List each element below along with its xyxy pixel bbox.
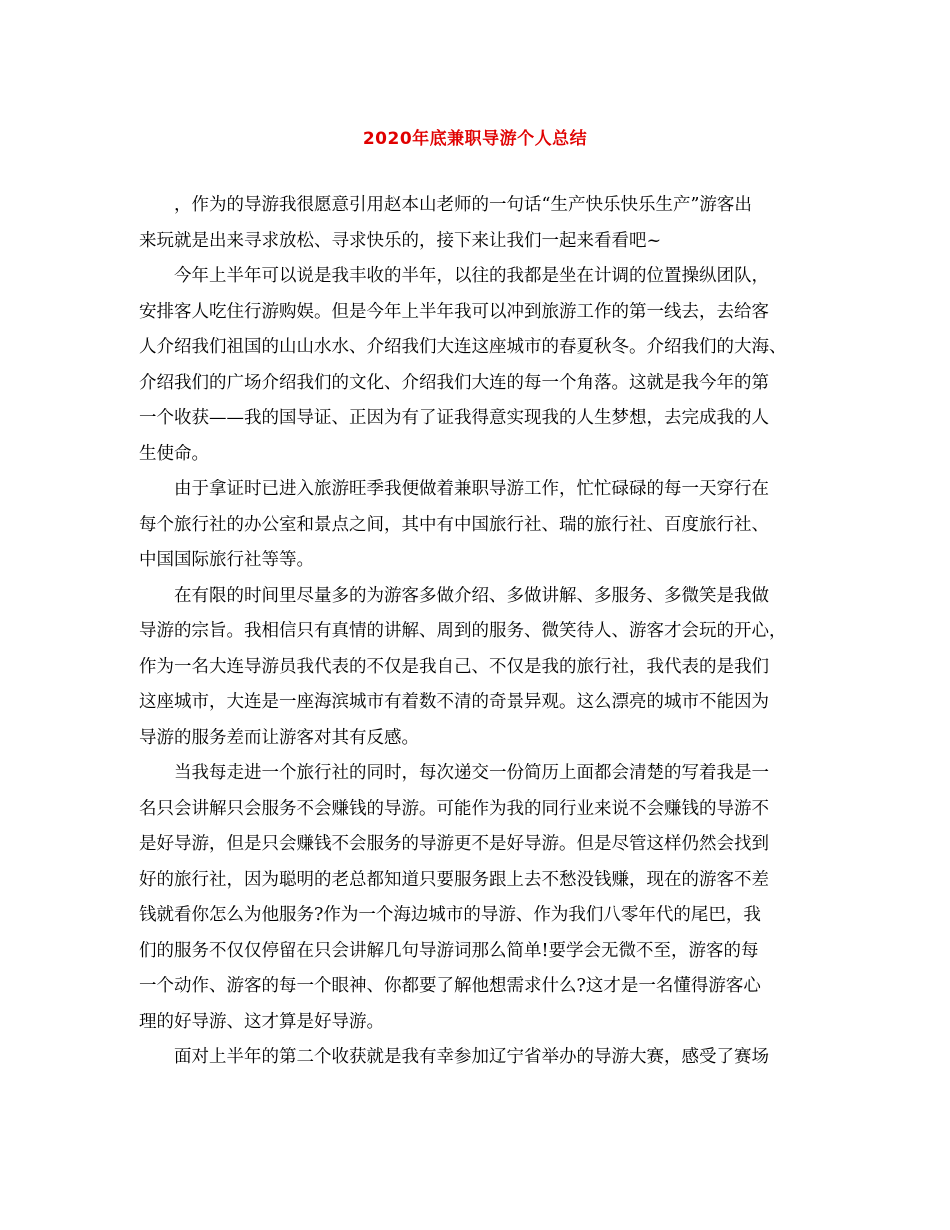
- document-title: 2020年底兼职导游个人总结: [362, 129, 588, 149]
- text-line: 们的服务不仅仅停留在只会讲解几句导游词那么简单!要学会无微不至，游客的每: [139, 940, 759, 961]
- text-line: 每个旅行社的办公室和景点之间，其中有中国旅行社、瑞的旅行社、百度旅行社、: [139, 514, 769, 535]
- document-body: [139, 188, 811, 1076]
- text-line: 来玩就是出来寻求放松、寻求快乐的，接下来让我们一起来看看吧~: [139, 230, 662, 251]
- text-line: 生使命。: [139, 443, 209, 464]
- text-line: 作为一名大连导游员我代表的不仅是我自己、不仅是我的旅行社，我代表的是我们: [139, 656, 769, 677]
- text-line: 导游的服务差而让游客对其有反感。: [139, 727, 419, 748]
- text-line: 钱就看你怎么为他服务?作为一个海边城市的导游、作为我们八零年代的尾巴，我: [139, 905, 761, 925]
- text-line: 在有限的时间里尽量多的为游客多做介绍、多做讲解、多服务、多微笑是我做: [174, 585, 769, 606]
- text-line: 导游的宗旨。我相信只有真情的讲解、周到的服务、微笑待人、游客才会玩的开心，: [139, 621, 787, 641]
- text-line: 介绍我们的广场介绍我们的文化、介绍我们大连的每一个角落。这就是我今年的第: [139, 372, 769, 393]
- text-line: ，作为的导游我很愿意引用赵本山老师的一句话“生产快乐快乐生产”游客出: [174, 195, 752, 215]
- text-line: 由于拿证时已进入旅游旺季我便做着兼职导游工作，忙忙碌碌的每一天穿行在: [174, 479, 769, 499]
- text-line: 是好导游，但是只会赚钱不会服务的导游更不是好导游。但是尽管这样仍然会找到: [139, 834, 769, 854]
- text-line: 名只会讲解只会服务不会赚钱的导游。可能作为我的同行业来说不会赚钱的导游不: [139, 798, 769, 819]
- text-line: 面对上半年的第二个收获就是我有幸参加辽宁省举办的导游大赛，感受了赛场: [174, 1047, 769, 1067]
- text-line: 这座城市，大连是一座海滨城市有着数不清的奇景异观。这么漂亮的城市不能因为: [139, 692, 769, 712]
- text-line: 理的好导游、这才算是好导游。: [139, 1011, 384, 1032]
- text-line: 今年上半年可以说是我丰收的半年，以往的我都是坐在计调的位置操纵团队，: [174, 266, 769, 286]
- text-line: 当我每走进一个旅行社的同时，每次递交一份简历上面都会清楚的写着我是一: [174, 763, 769, 783]
- text-line: 好的旅行社，因为聪明的老总都知道只要服务跟上去不愁没钱赚，现在的游客不差: [139, 869, 769, 890]
- text-line: 一个动作、游客的每一个眼神、你都要了解他想需求什么?这才是一名懂得游客心: [139, 976, 761, 996]
- text-line: 安排客人吃住行游购娱。但是今年上半年我可以冲到旅游工作的第一线去，去给客: [139, 301, 769, 322]
- text-line: 人介绍我们祖国的山山水水、介绍我们大连这座城市的春夏秋冬。介绍我们的大海、: [139, 337, 787, 357]
- text-line: 中国国际旅行社等等。: [139, 550, 314, 570]
- text-line: 一个收获——我的国导证、正因为有了证我得意实现我的人生梦想，去完成我的人: [139, 408, 769, 428]
